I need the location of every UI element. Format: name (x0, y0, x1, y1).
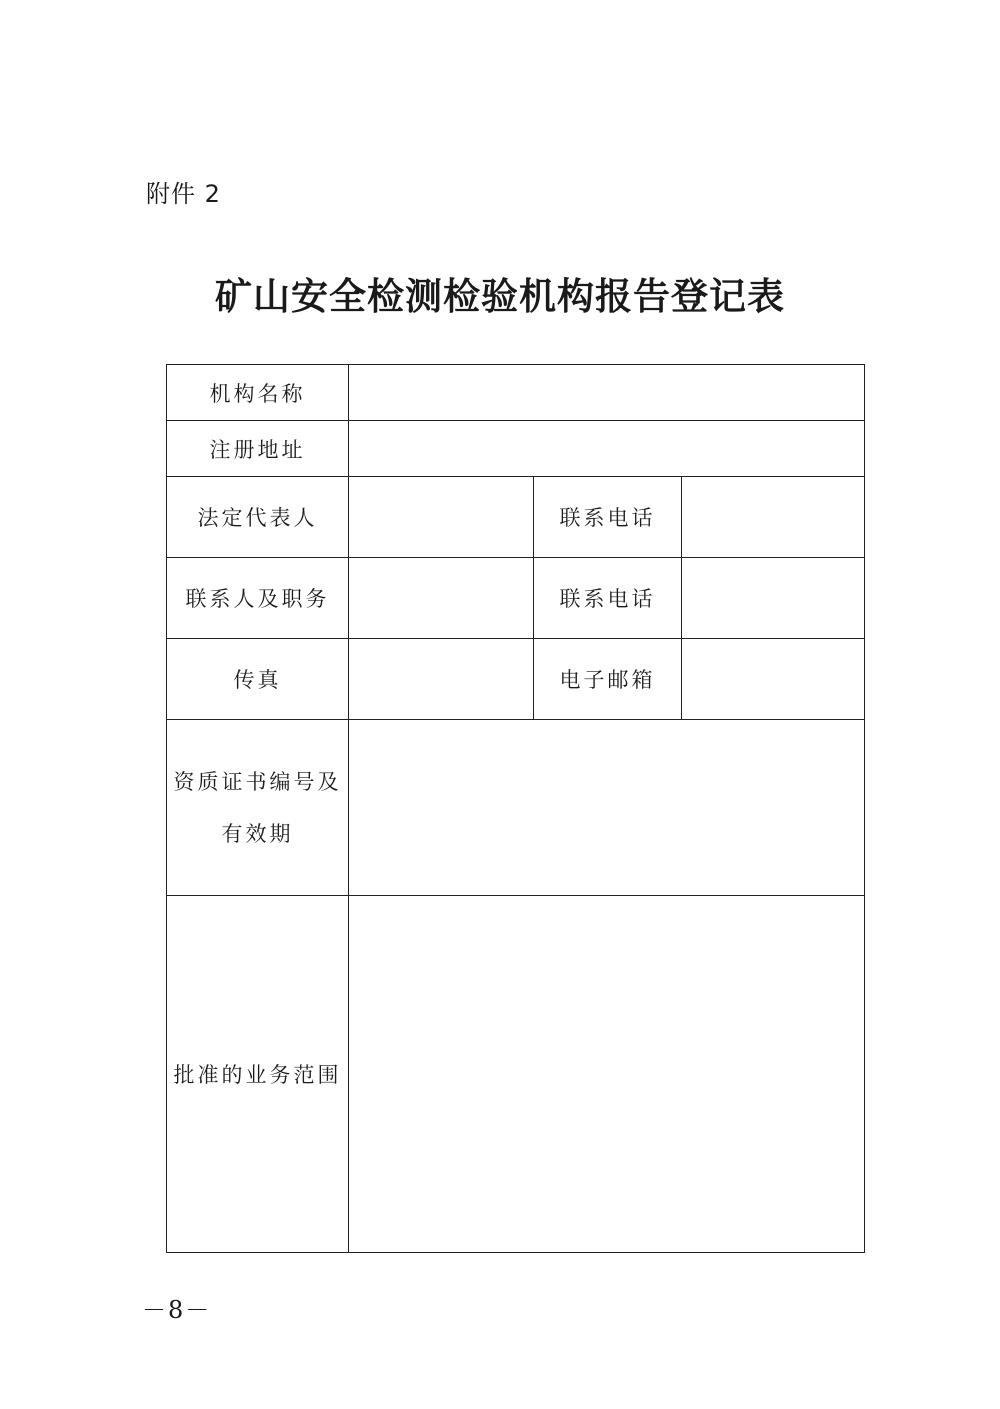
row-fax-email (167, 639, 865, 720)
contact-label: 联系人及职务 (167, 558, 349, 639)
document-title: 矿山安全检测检验机构报告登记表 (215, 274, 785, 318)
row-business-scope (167, 896, 865, 1253)
phone-label-1: 联系电话 (534, 477, 682, 558)
legal-rep-field[interactable] (349, 477, 534, 558)
phone-field-2[interactable] (682, 558, 865, 639)
phone-label-2: 联系电话 (534, 558, 682, 639)
reg-address-label: 注册地址 (167, 421, 349, 477)
fax-label: 传真 (167, 639, 349, 720)
contact-field[interactable] (349, 558, 534, 639)
scope-field[interactable] (349, 896, 865, 1253)
legal-rep-label: 法定代表人 (167, 477, 349, 558)
registration-form-table (166, 364, 865, 1253)
org-name-label: 机构名称 (167, 365, 349, 421)
row-certificate (167, 720, 865, 896)
fax-field[interactable] (349, 639, 534, 720)
page-number: －8－ (142, 1296, 212, 1324)
row-reg-address (167, 421, 865, 477)
scope-label: 批准的业务范围 (167, 896, 349, 1253)
email-field[interactable] (682, 639, 865, 720)
cert-label-line2: 有效期 (221, 821, 294, 846)
email-label: 电子邮箱 (534, 639, 682, 720)
cert-field[interactable] (349, 720, 865, 896)
cert-label (167, 720, 349, 896)
phone-field-1[interactable] (682, 477, 865, 558)
org-name-field[interactable] (349, 365, 865, 421)
attachment-label: 附件 2 (146, 180, 221, 208)
reg-address-field[interactable] (349, 421, 865, 477)
cert-label-line1: 资质证书编号及 (173, 769, 342, 794)
row-org-name (167, 365, 865, 421)
row-contact (167, 558, 865, 639)
row-legal-rep (167, 477, 865, 558)
